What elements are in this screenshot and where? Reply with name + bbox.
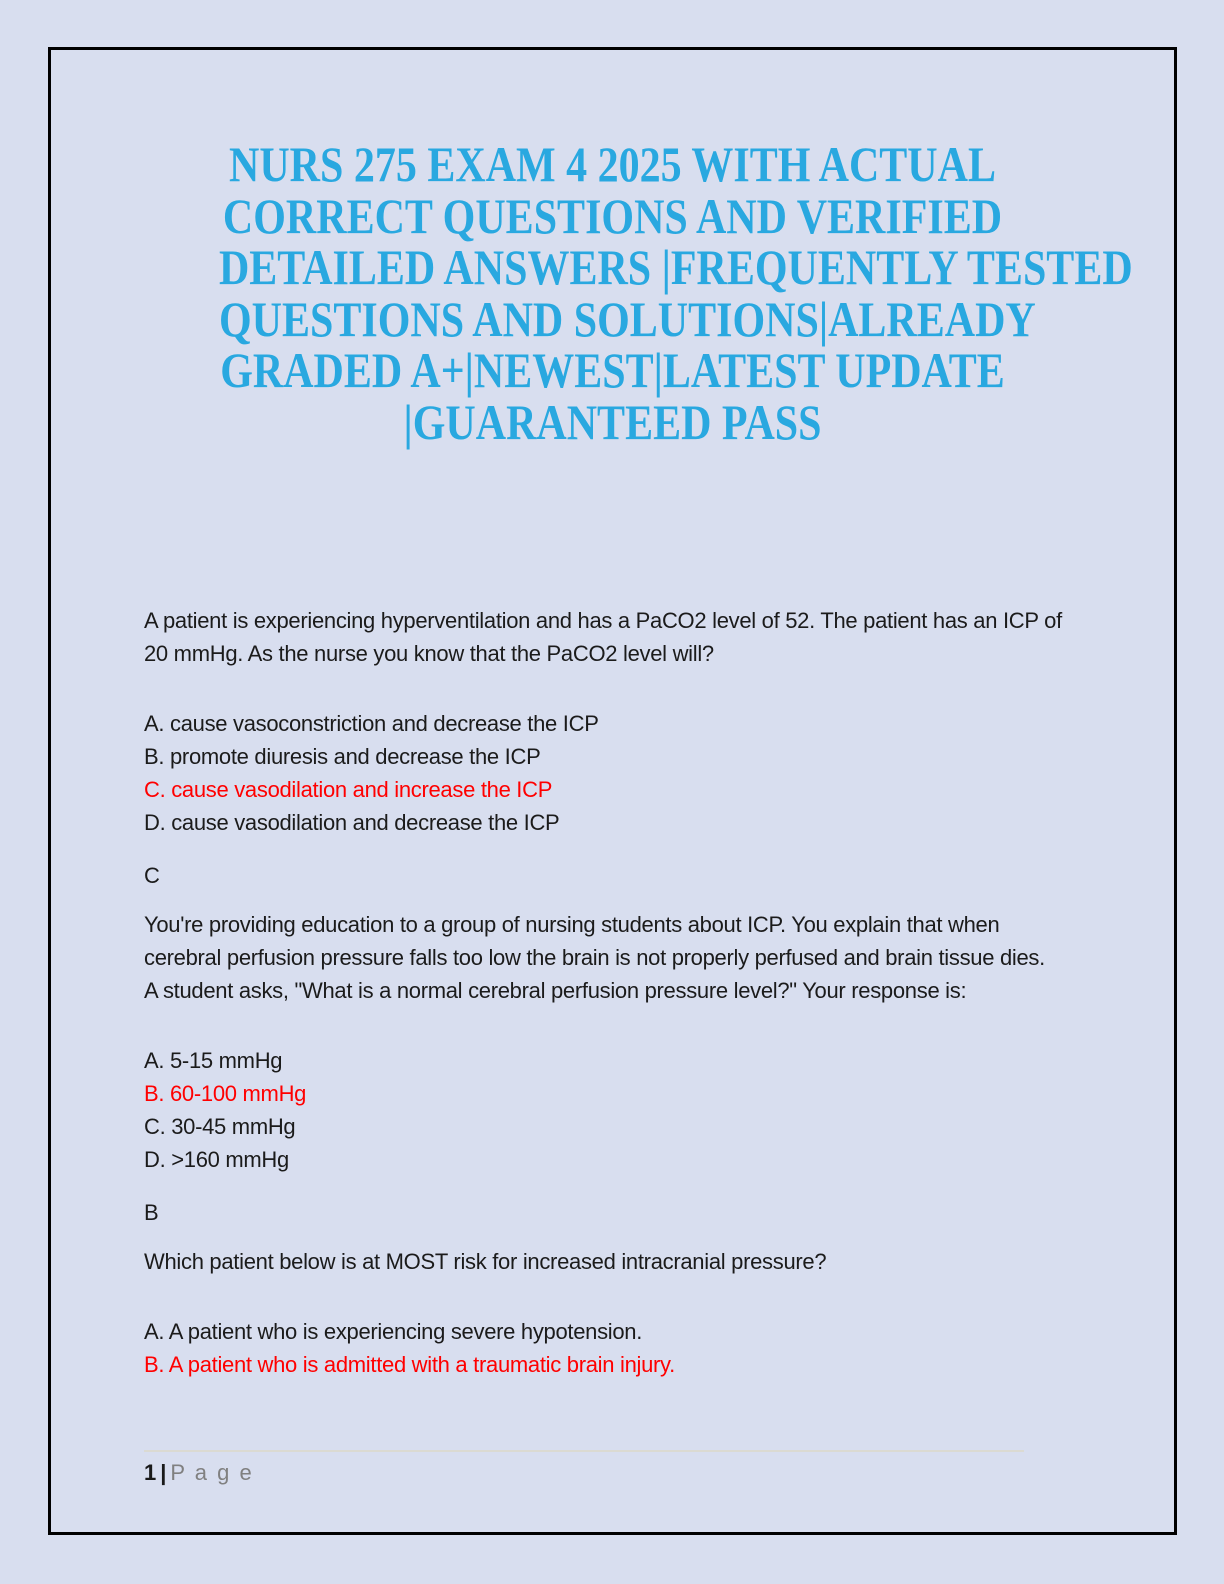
options-block — [144, 1315, 1081, 1381]
footer-text — [144, 1456, 1081, 1489]
question-text-line: A student asks, "What is a normal cerebral perfusion pressure level?" Your response is: — [144, 978, 967, 1003]
answer-key: B — [144, 1200, 159, 1225]
document-body — [144, 604, 1081, 1381]
title-line: DETAILED ANSWERS |FREQUENTLY TESTED — [218, 239, 1133, 295]
answer-block — [144, 859, 1081, 892]
page-footer — [144, 1450, 1081, 1489]
answer-option: A. A patient who is experiencing severe hypotension. — [144, 1319, 643, 1344]
answer-option: C. 30-45 mmHg — [144, 1114, 296, 1139]
question-text-line: You're providing education to a group of nursing students about ICP. You explain that when — [144, 912, 1000, 937]
answer-option: A. cause vasoconstriction and decrease the ICP — [144, 711, 599, 736]
answer-option-correct: C. cause vasodilation and increase the ICP — [144, 777, 553, 802]
options-block — [144, 1044, 1081, 1176]
title-line: CORRECT QUESTIONS AND VERIFIED — [222, 187, 1003, 244]
options-block — [144, 707, 1081, 839]
question-text-line: cerebral perfusion pressure falls too low the brain is not properly perfused and brain tissue dies. — [144, 945, 1045, 970]
answer-option-correct: B. 60-100 mmHg — [144, 1081, 307, 1106]
question-block — [144, 604, 1081, 670]
answer-option-correct: B. A patient who is admitted with a traumatic brain injury. — [144, 1352, 675, 1377]
title-line: NURS 275 EXAM 4 2025 WITH ACTUAL — [229, 136, 996, 192]
title-line: QUESTIONS AND SOLUTIONS|ALREADY — [218, 290, 1036, 347]
answer-option: A. 5-15 mmHg — [144, 1048, 283, 1073]
answer-option: B. promote diuresis and decrease the ICP — [144, 744, 541, 769]
question-block — [144, 908, 1081, 1007]
question-block — [144, 1245, 1081, 1278]
document-title — [218, 136, 1133, 450]
page-border — [48, 47, 1177, 1535]
title-line: |GUARANTEED PASS — [403, 393, 822, 450]
title-line: GRADED A+|NEWEST|LATEST UPDATE — [220, 342, 1005, 398]
footer-rule — [144, 1450, 1024, 1452]
answer-key: C — [144, 863, 160, 888]
page-content — [51, 50, 1174, 1381]
answer-option: D. cause vasodilation and decrease the ICP — [144, 810, 560, 835]
page-number: 1 — [144, 1460, 157, 1485]
footer-separator: | — [160, 1460, 167, 1485]
question-text-line: A patient is experiencing hyperventilation and has a PaCO2 level of 52. The patient has an ICP of — [144, 608, 1062, 633]
footer-page-label: P a g e — [170, 1460, 254, 1485]
question-text-line: 20 mmHg. As the nurse you know that the PaCO2 level will? — [144, 641, 714, 666]
question-text-line: Which patient below is at MOST risk for increased intracranial pressure? — [144, 1249, 827, 1274]
answer-option: D. >160 mmHg — [144, 1147, 289, 1172]
answer-block — [144, 1196, 1081, 1229]
